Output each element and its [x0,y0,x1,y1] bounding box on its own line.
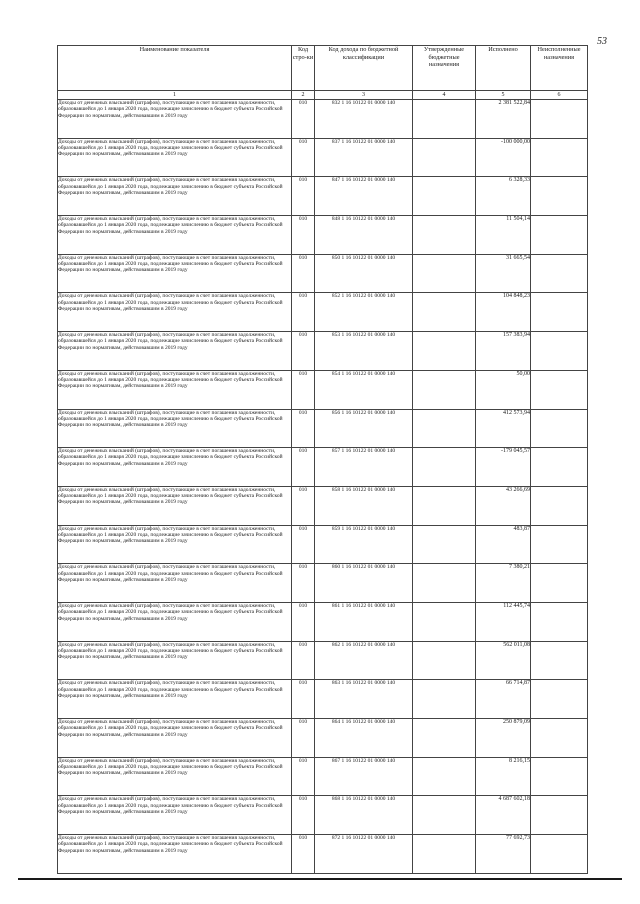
indicator-name-cell: Доходы от денежных взысканий (штрафов), поступающие в счет погашения задолженности, образовавшейся до 1 января 2020 года, подлежащие зачислению в бюджет субъекта Российской Федерации по нормативам, действовавшим в 2019 году [58,293,292,332]
line-code-cell: 010 [292,448,315,487]
executed-cell: 104 848,23 [476,293,531,332]
table-row [58,719,588,758]
unexecuted-cell [531,680,588,719]
approved-cell [413,409,476,448]
line-code-cell: 010 [292,100,315,139]
table-row [58,448,588,487]
unexecuted-cell [531,719,588,758]
revenue-code-cell: 868 1 16 10122 01 0000 140 [315,796,413,835]
revenue-code-cell: 848 1 16 10122 01 0000 140 [315,216,413,255]
indicator-name-cell: Доходы от денежных взысканий (штрафов), поступающие в счет погашения задолженности, образовавшейся до 1 января 2020 года, подлежащие зачислению в бюджет субъекта Российской Федерации по нормативам, действовавшим в 2019 году [58,641,292,680]
indicator-name-cell: Доходы от денежных взысканий (штрафов), поступающие в счет погашения задолженности, образовавшейся до 1 января 2020 года, подлежащие зачислению в бюджет субъекта Российской Федерации по нормативам, действовавшим в 2019 году [58,409,292,448]
revenue-code-cell: 861 1 16 10122 01 0000 140 [315,602,413,641]
line-code-cell: 010 [292,757,315,796]
indicator-name-cell: Доходы от денежных взысканий (штрафов), поступающие в счет погашения задолженности, образовавшейся до 1 января 2020 года, подлежащие зачислению в бюджет субъекта Российской Федерации по нормативам, действовавшим в 2019 году [58,486,292,525]
table-row [58,602,588,641]
indicator-name-cell: Доходы от денежных взысканий (штрафов), поступающие в счет погашения задолженности, образовавшейся до 1 января 2020 года, подлежащие зачислению в бюджет субъекта Российской Федерации по нормативам, действовавшим в 2019 году [58,370,292,409]
approved-cell [413,796,476,835]
table-row [58,641,588,680]
line-code-cell: 010 [292,254,315,293]
revenue-code-cell: 863 1 16 10122 01 0000 140 [315,680,413,719]
table-body [58,100,588,874]
line-code-cell: 010 [292,564,315,603]
unexecuted-cell [531,602,588,641]
column-number: 2 [292,91,315,100]
table-row [58,757,588,796]
line-code-cell: 010 [292,680,315,719]
approved-cell [413,641,476,680]
unexecuted-cell [531,757,588,796]
unexecuted-cell [531,641,588,680]
unexecuted-cell [531,254,588,293]
header-unexecuted: Неисполненные назначения [531,46,588,91]
executed-cell: 11 504,14 [476,216,531,255]
revenue-code-cell: 852 1 16 10122 01 0000 140 [315,293,413,332]
revenue-code-cell: 854 1 16 10122 01 0000 140 [315,370,413,409]
approved-cell [413,216,476,255]
unexecuted-cell [531,409,588,448]
line-code-cell: 010 [292,796,315,835]
page-number: 53 [597,36,607,47]
executed-cell: -179 045,57 [476,448,531,487]
table-row [58,370,588,409]
approved-cell [413,486,476,525]
unexecuted-cell [531,796,588,835]
executed-cell: 77 692,73 [476,835,531,874]
executed-cell: 8 216,15 [476,757,531,796]
unexecuted-cell [531,835,588,874]
column-number-row [58,91,588,100]
unexecuted-cell [531,138,588,177]
column-number: 6 [531,91,588,100]
table-row [58,409,588,448]
executed-cell: 2 381 522,84 [476,100,531,139]
revenue-code-cell: 858 1 16 10122 01 0000 140 [315,486,413,525]
revenue-code-cell: 859 1 16 10122 01 0000 140 [315,525,413,564]
indicator-name-cell: Доходы от денежных взысканий (штрафов), поступающие в счет погашения задолженности, образовавшейся до 1 января 2020 года, подлежащие зачислению в бюджет субъекта Российской Федерации по нормативам, действовавшим в 2019 году [58,254,292,293]
indicator-name-cell: Доходы от денежных взысканий (штрафов), поступающие в счет погашения задолженности, образовавшейся до 1 января 2020 года, подлежащие зачислению в бюджет субъекта Российской Федерации по нормативам, действовавшим в 2019 году [58,448,292,487]
line-code-cell: 010 [292,370,315,409]
approved-cell [413,525,476,564]
indicator-name-cell: Доходы от денежных взысканий (штрафов), поступающие в счет погашения задолженности, образовавшейся до 1 января 2020 года, подлежащие зачислению в бюджет субъекта Российской Федерации по нормативам, действовавшим в 2019 году [58,796,292,835]
table-row [58,564,588,603]
executed-cell: 157 383,94 [476,332,531,371]
table-row [58,525,588,564]
executed-cell: 4 687 602,18 [476,796,531,835]
revenue-code-cell: 872 1 16 10122 01 0000 140 [315,835,413,874]
unexecuted-cell [531,486,588,525]
indicator-name-cell: Доходы от денежных взысканий (штрафов), поступающие в счет погашения задолженности, образовавшейся до 1 января 2020 года, подлежащие зачислению в бюджет субъекта Российской Федерации по нормативам, действовавшим в 2019 году [58,835,292,874]
indicator-name-cell: Доходы от денежных взысканий (штрафов), поступающие в счет погашения задолженности, образовавшейся до 1 января 2020 года, подлежащие зачислению в бюджет субъекта Российской Федерации по нормативам, действовавшим в 2019 году [58,602,292,641]
line-code-cell: 010 [292,641,315,680]
revenue-code-cell: 847 1 16 10122 01 0000 140 [315,177,413,216]
indicator-name-cell: Доходы от денежных взысканий (штрафов), поступающие в счет погашения задолженности, образовавшейся до 1 января 2020 года, подлежащие зачислению в бюджет субъекта Российской Федерации по нормативам, действовавшим в 2019 году [58,525,292,564]
revenue-code-cell: 857 1 16 10122 01 0000 140 [315,448,413,487]
approved-cell [413,293,476,332]
executed-cell: 112 445,74 [476,602,531,641]
unexecuted-cell [531,100,588,139]
line-code-cell: 010 [292,216,315,255]
revenue-code-cell: 850 1 16 10122 01 0000 140 [315,254,413,293]
unexecuted-cell [531,293,588,332]
line-code-cell: 010 [292,719,315,758]
column-number: 3 [315,91,413,100]
approved-cell [413,680,476,719]
executed-cell: 6 328,33 [476,177,531,216]
revenue-table [57,45,588,874]
header-line-code: Код стро-ки [292,46,315,91]
executed-cell: -100 000,00 [476,138,531,177]
table-row [58,138,588,177]
table-row [58,332,588,371]
unexecuted-cell [531,370,588,409]
table-row [58,835,588,874]
approved-cell [413,370,476,409]
approved-cell [413,138,476,177]
line-code-cell: 010 [292,332,315,371]
table-row [58,100,588,139]
unexecuted-cell [531,177,588,216]
header-revenue-code: Код дохода по бюджетной классификации [315,46,413,91]
table-row [58,177,588,216]
approved-cell [413,757,476,796]
header-indicator-name: Наименование показателя [58,46,292,91]
indicator-name-cell: Доходы от денежных взысканий (штрафов), поступающие в счет погашения задолженности, образовавшейся до 1 января 2020 года, подлежащие зачислению в бюджет субъекта Российской Федерации по нормативам, действовавшим в 2019 году [58,332,292,371]
table-row [58,680,588,719]
revenue-code-cell: 860 1 16 10122 01 0000 140 [315,564,413,603]
executed-cell: 7 380,21 [476,564,531,603]
approved-cell [413,332,476,371]
approved-cell [413,100,476,139]
revenue-code-cell: 856 1 16 10122 01 0000 140 [315,409,413,448]
scan-edge-line [18,878,622,880]
header-executed: Исполнено [476,46,531,91]
executed-cell: 250 879,09 [476,719,531,758]
table-row [58,254,588,293]
line-code-cell: 010 [292,177,315,216]
approved-cell [413,564,476,603]
table-row [58,486,588,525]
executed-cell: 66 714,87 [476,680,531,719]
executed-cell: 31 665,54 [476,254,531,293]
executed-cell: 483,87 [476,525,531,564]
revenue-code-cell: 832 1 16 10122 01 0000 140 [315,100,413,139]
approved-cell [413,835,476,874]
indicator-name-cell: Доходы от денежных взысканий (штрафов), поступающие в счет погашения задолженности, образовавшейся до 1 января 2020 года, подлежащие зачислению в бюджет субъекта Российской Федерации по нормативам, действовавшим в 2019 году [58,216,292,255]
indicator-name-cell: Доходы от денежных взысканий (штрафов), поступающие в счет погашения задолженности, образовавшейся до 1 января 2020 года, подлежащие зачислению в бюджет субъекта Российской Федерации по нормативам, действовавшим в 2019 году [58,680,292,719]
line-code-cell: 010 [292,293,315,332]
unexecuted-cell [531,448,588,487]
indicator-name-cell: Доходы от денежных взысканий (штрафов), поступающие в счет погашения задолженности, образовавшейся до 1 января 2020 года, подлежащие зачислению в бюджет субъекта Российской Федерации по нормативам, действовавшим в 2019 году [58,100,292,139]
column-number: 5 [476,91,531,100]
revenue-code-cell: 837 1 16 10122 01 0000 140 [315,138,413,177]
unexecuted-cell [531,525,588,564]
approved-cell [413,719,476,758]
executed-cell: 50,00 [476,370,531,409]
indicator-name-cell: Доходы от денежных взысканий (штрафов), поступающие в счет погашения задолженности, образовавшейся до 1 января 2020 года, подлежащие зачислению в бюджет субъекта Российской Федерации по нормативам, действовавшим в 2019 году [58,719,292,758]
line-code-cell: 010 [292,409,315,448]
line-code-cell: 010 [292,835,315,874]
line-code-cell: 010 [292,486,315,525]
indicator-name-cell: Доходы от денежных взысканий (штрафов), поступающие в счет погашения задолженности, образовавшейся до 1 января 2020 года, подлежащие зачислению в бюджет субъекта Российской Федерации по нормативам, действовавшим в 2019 году [58,564,292,603]
unexecuted-cell [531,216,588,255]
line-code-cell: 010 [292,138,315,177]
revenue-code-cell: 862 1 16 10122 01 0000 140 [315,641,413,680]
table-row [58,796,588,835]
line-code-cell: 010 [292,525,315,564]
executed-cell: 43 266,69 [476,486,531,525]
table-row [58,216,588,255]
approved-cell [413,177,476,216]
approved-cell [413,254,476,293]
line-code-cell: 010 [292,602,315,641]
table-row [58,293,588,332]
header-approved: Утвержденные бюджетные назначения [413,46,476,91]
column-number: 4 [413,91,476,100]
revenue-code-cell: 853 1 16 10122 01 0000 140 [315,332,413,371]
executed-cell: 412 573,94 [476,409,531,448]
unexecuted-cell [531,564,588,603]
executed-cell: 562 011,08 [476,641,531,680]
approved-cell [413,448,476,487]
revenue-code-cell: 864 1 16 10122 01 0000 140 [315,719,413,758]
column-number: 1 [58,91,292,100]
table-header-row [58,46,588,91]
indicator-name-cell: Доходы от денежных взысканий (штрафов), поступающие в счет погашения задолженности, образовавшейся до 1 января 2020 года, подлежащие зачислению в бюджет субъекта Российской Федерации по нормативам, действовавшим в 2019 году [58,138,292,177]
unexecuted-cell [531,332,588,371]
approved-cell [413,602,476,641]
indicator-name-cell: Доходы от денежных взысканий (штрафов), поступающие в счет погашения задолженности, образовавшейся до 1 января 2020 года, подлежащие зачислению в бюджет субъекта Российской Федерации по нормативам, действовавшим в 2019 году [58,757,292,796]
indicator-name-cell: Доходы от денежных взысканий (штрафов), поступающие в счет погашения задолженности, образовавшейся до 1 января 2020 года, подлежащие зачислению в бюджет субъекта Российской Федерации по нормативам, действовавшим в 2019 году [58,177,292,216]
revenue-code-cell: 867 1 16 10122 01 0000 140 [315,757,413,796]
